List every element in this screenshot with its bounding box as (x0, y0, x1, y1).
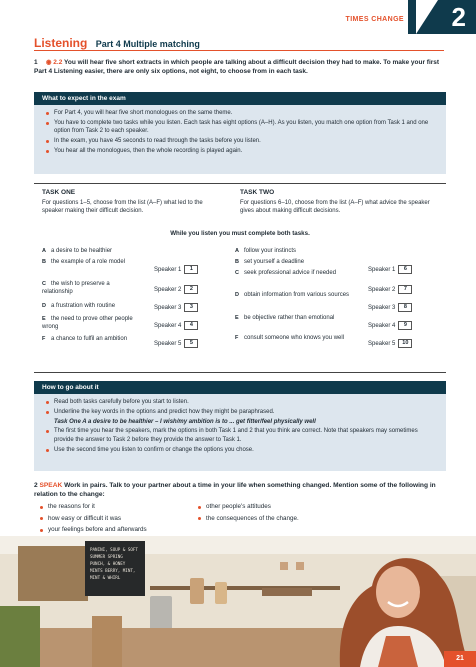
speaker-answer: Speaker 5 5 (154, 339, 198, 348)
task-two-title: TASK TWO (240, 189, 275, 196)
speaker-answer: Speaker 2 7 (368, 285, 412, 294)
expect-box (34, 92, 446, 174)
task-two-option: E be objective rather than emotional (235, 315, 335, 321)
speaker-answer: Speaker 5 10 (368, 339, 412, 348)
answer-box[interactable]: 10 (398, 339, 412, 348)
task-one-option: C the wish to preserve a relationship (42, 281, 110, 295)
speaker-answer: Speaker 1 6 (368, 265, 412, 274)
answer-box[interactable]: 4 (184, 321, 198, 330)
svg-text:MINT & WHIRL: MINT & WHIRL (90, 575, 121, 580)
task-area (34, 183, 446, 373)
unit-title: TIMES CHANGE (345, 16, 404, 23)
task-one-title: TASK ONE (42, 189, 76, 196)
exercise-text: Work in pairs. Talk to your partner about a time in your life when something changed. Mention some of the following in relation to the change: (34, 482, 436, 498)
svg-text:PUNCH, & HONEY: PUNCH, & HONEY (90, 561, 126, 566)
listen-instruction: While you listen you must complete both tasks. (170, 230, 310, 237)
list-item: the reasons for it (40, 501, 190, 513)
list-item: For Part 4, you will hear five short monologues on the same theme. (46, 109, 438, 118)
exercise-text: You will hear five short extracts in which people are talking about a difficult decision they had to make. To make your first Part 4 Listening easier, there are only six options, not eight, to choose from in each task. (34, 59, 440, 75)
list-item: Use the second time you listen to confirm or change the options you chose. (46, 446, 438, 455)
speaker-answer: Speaker 3 8 (368, 303, 412, 312)
list-item: You have to complete two tasks while you listen. Each task has eight options (A–H). As you listen, you match one option from Task 1 and one option from Task 2 to each speaker. (46, 119, 438, 136)
section-title: Listening (34, 36, 88, 50)
answer-box[interactable]: 8 (398, 303, 412, 312)
answer-box[interactable]: 5 (184, 339, 198, 348)
speaker-answer: Speaker 3 3 (154, 303, 198, 312)
task-two-instruction: For questions 6–10, choose from the list (A–F) what advice the speaker gives about making difficult decisions. (240, 200, 430, 214)
cafe-photo-illustration (0, 536, 476, 667)
svg-text:PANINI, SOUP & SOFT: PANINI, SOUP & SOFT (90, 547, 138, 552)
audio-icon[interactable]: ◉ (45, 59, 54, 66)
task-two-option: B set yourself a deadline (235, 259, 305, 265)
speaker-answer: Speaker 2 2 (154, 285, 198, 294)
svg-text:SUMMER SPRING: SUMMER SPRING (90, 554, 123, 559)
answer-box[interactable]: 6 (398, 265, 412, 274)
list-item: your feelings before and afterwards (40, 524, 190, 536)
speaker-answer: Speaker 1 1 (154, 265, 198, 274)
expect-box-title: What to expect in the exam (34, 92, 446, 105)
task-two-option: C seek professional advice if needed (235, 270, 337, 276)
list-item: other people's attitudes (198, 501, 368, 513)
answer-box[interactable]: 3 (184, 303, 198, 312)
section-subtitle: Part 4 Multiple matching (95, 39, 200, 49)
task-one-option: D a frustration with routine (42, 303, 116, 309)
task-one-option: B the example of a role model (42, 259, 126, 265)
task-two-option: D obtain information from various sources (235, 292, 350, 298)
list-item: how easy or difficult it was (40, 513, 190, 525)
speaker-answer: Speaker 4 4 (154, 321, 198, 330)
speak-list-2 (198, 501, 368, 524)
exercise-2 (34, 481, 446, 499)
task-one-instruction: For questions 1–5, choose from the list (A–F) what led to the speaker making their difficult decision. (42, 200, 203, 214)
answer-box[interactable]: 2 (184, 285, 198, 294)
task-one-option: E the need to prove other people wrong (42, 316, 133, 330)
speak-list-1 (40, 501, 190, 536)
svg-text:MINTS BERRY, MINT,: MINTS BERRY, MINT, (90, 568, 136, 573)
page-number: 21 (444, 651, 476, 667)
answer-box[interactable]: 9 (398, 321, 412, 330)
task-one-option: A a desire to be healthier (42, 248, 113, 254)
list-item: You hear all the monologues, then the whole recording is played again. (46, 147, 438, 156)
cafe-photo (0, 536, 476, 667)
howto-box (34, 381, 446, 471)
track-number: 2.2 (53, 59, 63, 66)
list-item: the consequences of the change. (198, 513, 368, 525)
heading-rule (34, 50, 444, 51)
exercise-1 (34, 58, 446, 76)
list-item: The first time you hear the speakers, mark the options in both Task 1 and 2 that you think are correct. Note that speakers may sometimes provide the answer to Task 2 before they provide the answer to Task 1. (46, 427, 438, 444)
expect-list (34, 105, 446, 161)
exercise-number: 1 (34, 59, 38, 66)
howto-box-title: How to go about it (34, 381, 446, 394)
speak-label: SPEAK (39, 482, 63, 489)
howto-list (34, 394, 446, 460)
unit-number: 2 (451, 2, 466, 32)
list-item: In the exam, you have 45 seconds to read through the tasks before you listen. (46, 137, 438, 146)
task-two-option: F consult someone who knows you well (235, 335, 345, 341)
task-two-option: A follow your instincts (235, 248, 297, 254)
task-one-option: F a chance to fulfil an ambition (42, 336, 128, 342)
exercise-number: 2 (34, 482, 38, 489)
answer-box[interactable]: 1 (184, 265, 198, 274)
list-item: Underline the key words in the options and predict how they might be paraphrased. (46, 408, 438, 417)
answer-box[interactable]: 7 (398, 285, 412, 294)
list-item: Read both tasks carefully before you start to listen. (46, 398, 438, 407)
example-item: Task One A a desire to be healthier – I wish/my ambition is to ... get fitter/feel physically well (54, 418, 316, 425)
speaker-answer: Speaker 4 9 (368, 321, 412, 330)
